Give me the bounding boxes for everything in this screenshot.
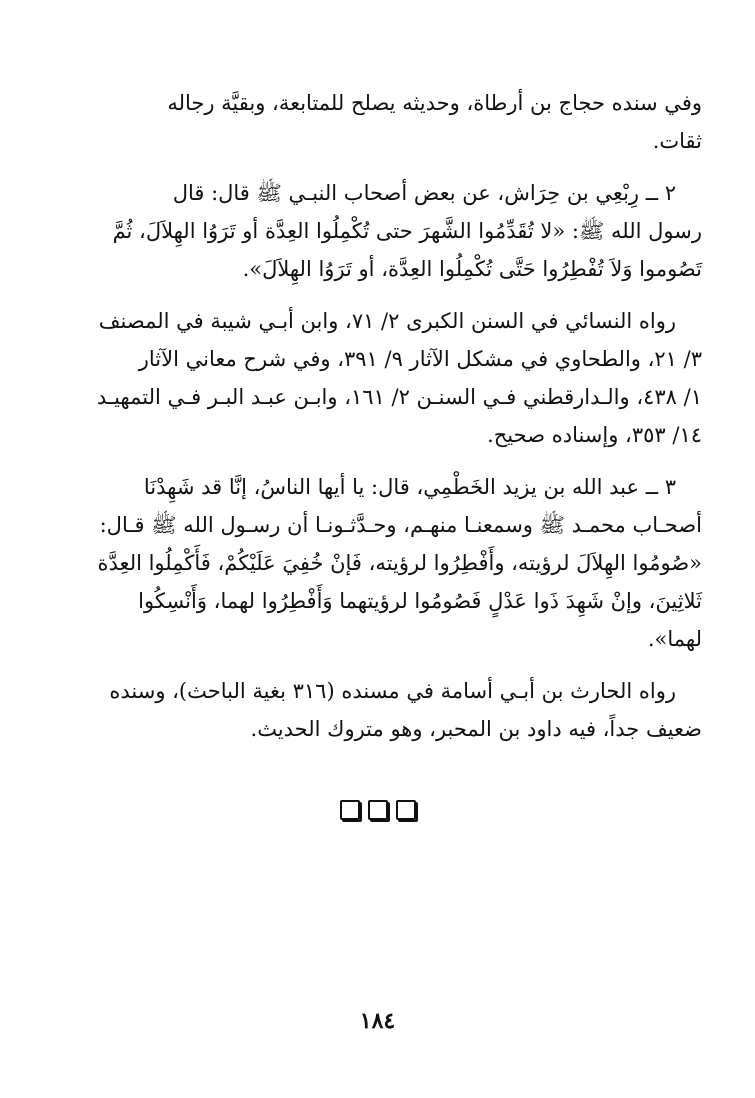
text-line: «صُومُوا الهِلاَلَ لرؤيته، وأَفْطِرُوا لرؤيته، فَإنْ خُفِيَ عَلَيْكُمْ، فَأَكْمِلُوا العِدَّة — [97, 551, 702, 575]
text-line: ١/ ٤٣٨، والـدارقطني فـي السنـن ٢/ ١٦١، وابـن عبـد البـر فـي التمهيـد — [96, 385, 702, 409]
square-ornament-icon — [340, 800, 360, 820]
intro-note-paragraph — [96, 84, 702, 160]
page-body — [96, 84, 702, 762]
text-line: رسول الله ﷺ: «لا تُقَدِّمُوا الشَّهرَ حتى تُكْمِلُوا العِدَّة أو تَرَوُا الهِلاَلَ، ثُمَّ — [112, 219, 702, 243]
text-line: ١٤/ ٣٥٣، وإسناده صحيح. — [487, 423, 702, 447]
text-line: رواه النسائي في السنن الكبرى ٢/ ٧١، وابن أبـي شيبة في المصنف — [98, 309, 676, 333]
square-ornament-icon — [368, 800, 388, 820]
square-ornament-icon — [396, 800, 416, 820]
section-separator — [0, 800, 755, 826]
text-line: ٢ ــ رِبْعِي بن حِرَاش، عن بعض أصحاب النبـي ﷺ قال: قال — [172, 181, 676, 205]
text-line: أصحـاب محمـد ﷺ وسمعنـا منهـم، وحـدَّثـونـا أن رسـول الله ﷺ قـال: — [99, 513, 702, 537]
page-number: ١٨٤ — [359, 1008, 396, 1034]
text-line: ٣/ ٢١، والطحاوي في مشكل الآثار ٩/ ٣٩١، وفي شرح معاني الآثار — [138, 347, 702, 371]
text-line: ثَلاثِينَ، وإنْ شَهِدَ ذَوا عَدْلٍ فَصُومُوا لرؤيتهما وَأَفْطِرُوا لهما، وَأَنْسِكُوا — [138, 589, 702, 613]
text-line: ثقات. — [652, 129, 702, 153]
hadith-3-paragraph — [96, 468, 702, 658]
hadith-3-source-paragraph — [96, 672, 702, 748]
text-line: ٣ ــ عبد الله بن يزيد الخَطْمِي، قال: يا أيها الناسُ، إنَّا قد شَهِدْنَا — [143, 475, 676, 499]
text-line: وفي سنده حجاج بن أرطاة، وحديثه يصلح للمتابعة، وبقيَّة رجاله — [167, 91, 702, 115]
text-line: رواه الحارث بن أبـي أسامة في مسنده (٣١٦ بغية الباحث)، وسنده — [109, 679, 676, 703]
text-line: لهما». — [647, 627, 702, 651]
text-line: تَصُوموا وَلاَ تُفْطِرُوا حَتَّى تُكْمِلُوا العِدَّة، أو تَرَوُا الهِلاَلَ». — [242, 257, 702, 281]
text-line: ضعيف جداً، فيه داود بن المحبر، وهو متروك الحديث. — [250, 717, 702, 741]
hadith-2-source-paragraph — [96, 302, 702, 454]
hadith-2-paragraph — [96, 174, 702, 288]
